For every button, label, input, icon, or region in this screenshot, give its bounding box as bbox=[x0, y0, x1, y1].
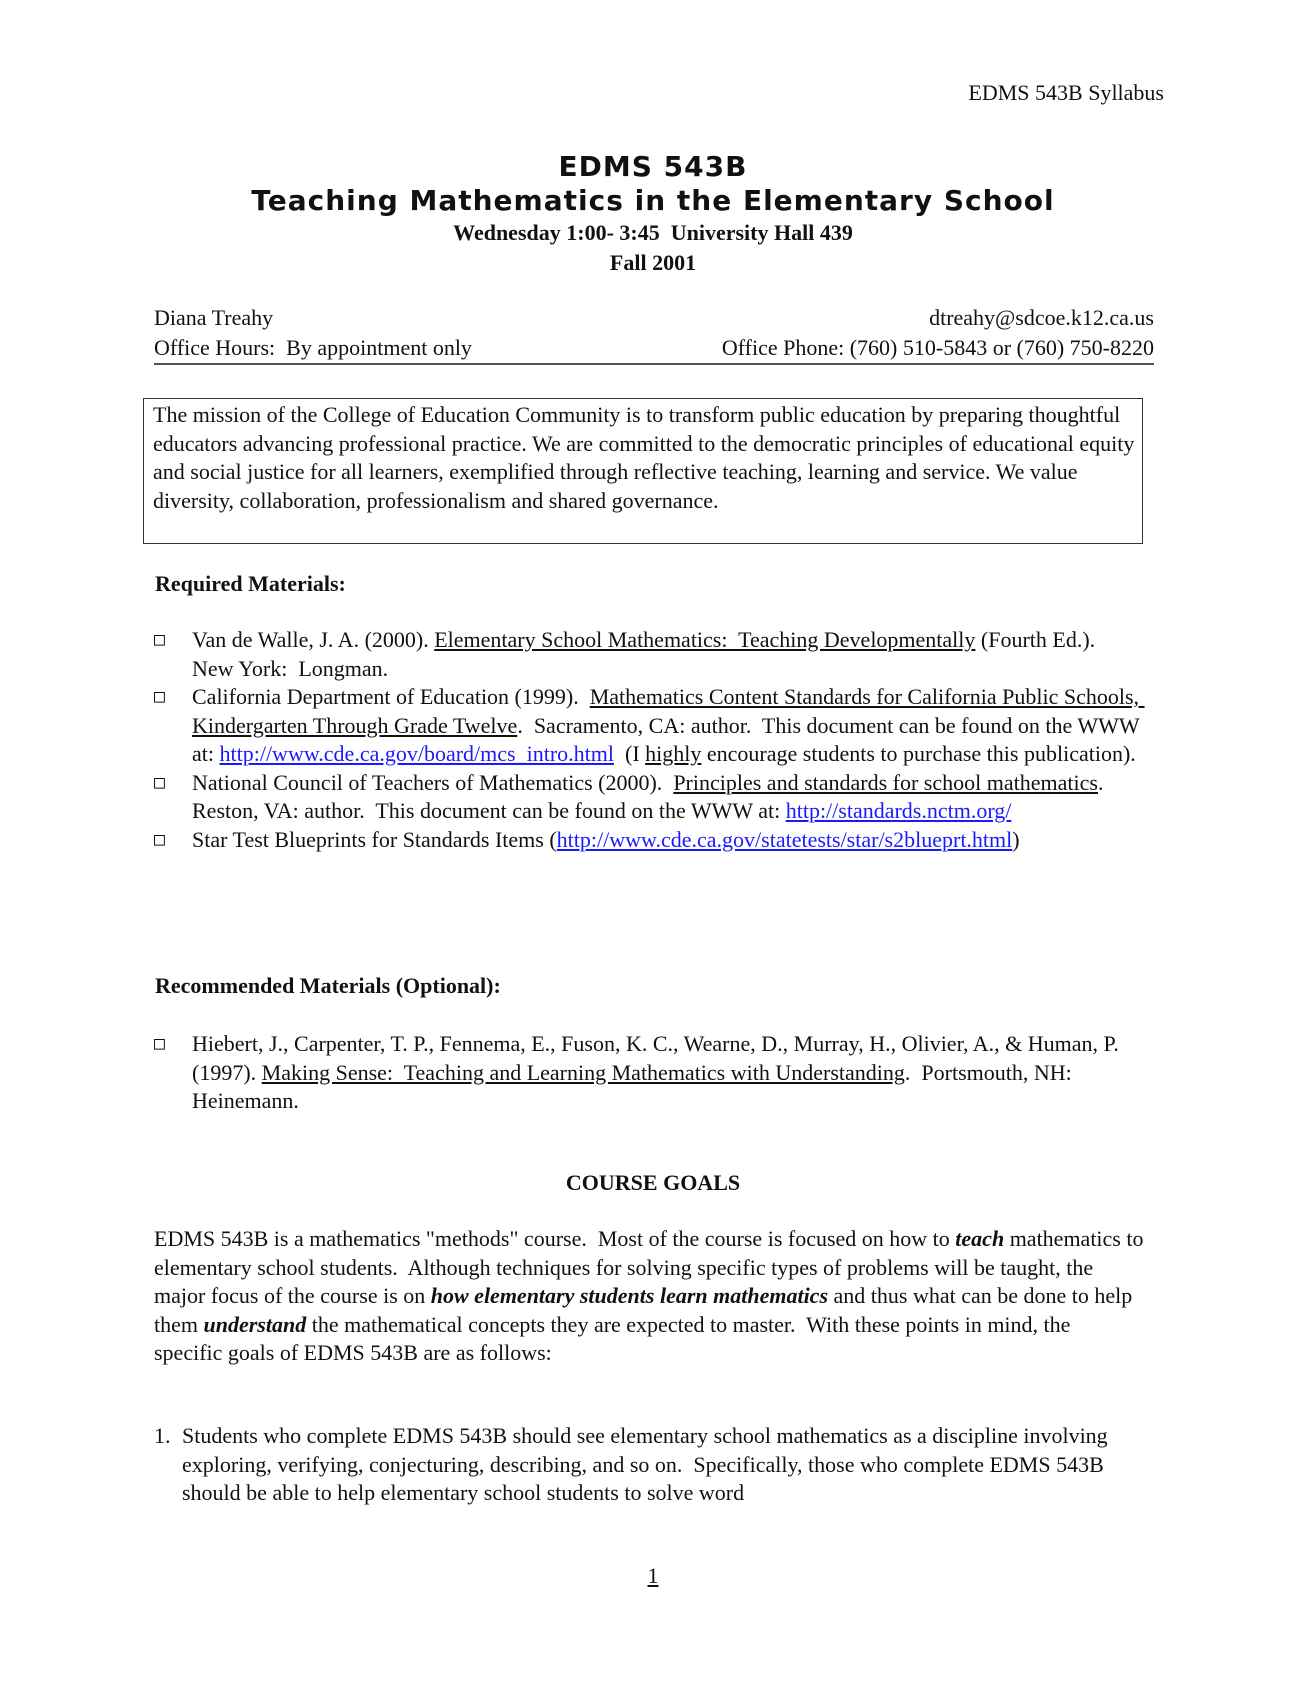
list-item-text: National Council of Teachers of Mathematics (2000). Principles and standards for school mathematics. Reston, VA: author. This document can be found on the WWW at: http://standards.nctm.org/ bbox=[192, 769, 1115, 823]
required-materials-heading: Required Materials: bbox=[155, 571, 346, 596]
course-goals-intro: EDMS 543B is a mathematics "methods" course. Most of the course is focused on how to teach mathematics to elementary school students. Although techniques for solving specific types of problems will be taught, the major focus of the course is on how elementary students learn mathematics and thus what can be done to help them understand the mathematical concepts they are expected to master. With these points in mind, the specific goals of EDMS 543B are as follows: bbox=[154, 1226, 1149, 1365]
emphasis-how-students-learn: how elementary students learn mathematics bbox=[430, 1283, 829, 1308]
goal-item bbox=[154, 1422, 1144, 1508]
cde-standards-link[interactable]: http://www.cde.ca.gov/board/mcs_intro.html bbox=[219, 741, 614, 766]
list-item bbox=[154, 826, 1144, 855]
mission-statement: The mission of the College of Education Community is to transform public education by preparing thoughtful educators advancing professional practice. We are committed to the democratic principles of educational equity and social justice for all learners, exemplified through reflective teaching, learning and service. We value diversity, collaboration, professionalism and shared governance. bbox=[153, 402, 1135, 513]
book-title: Making Sense: Teaching and Learning Mathematics with Understanding bbox=[261, 1059, 905, 1085]
course-goals-heading: COURSE GOALS bbox=[565, 1170, 741, 1195]
page-number: 1 bbox=[647, 1563, 659, 1588]
list-item-text: Hiebert, J., Carpenter, T. P., Fennema, E., Fuson, K. C., Wearne, D., Murray, H., Olivier, A., & Human, P. (1997). Making Sense: Teaching and Learning Mathematics with Understanding. Portsmouth, NH: Heinemann. bbox=[192, 1031, 1125, 1113]
list-item-text: Star Test Blueprints for Standards Items (http://www.cde.ca.gov/statetests/star/s2blueprt.html) bbox=[192, 826, 1020, 852]
instructor-name: Diana Treahy bbox=[154, 305, 274, 330]
office-row bbox=[154, 335, 1154, 361]
course-code: EDMS 543B bbox=[558, 150, 748, 183]
header-divider bbox=[154, 363, 1154, 365]
book-title: Elementary School Mathematics: Teaching Developmentally bbox=[434, 627, 976, 652]
list-item bbox=[154, 1030, 1144, 1116]
goal-number: 1. bbox=[154, 1423, 171, 1448]
list-item-text: Van de Walle, J. A. (2000). Elementary School Mathematics: Teaching Developmentally (Fourth Ed.). New York: Longman. bbox=[192, 627, 1107, 681]
mission-box bbox=[143, 398, 1143, 544]
star-blueprint-link[interactable]: http://www.cde.ca.gov/statetests/star/s2blueprt.html bbox=[556, 826, 1013, 852]
list-item bbox=[154, 769, 1144, 826]
running-header: EDMS 543B Syllabus bbox=[968, 80, 1164, 105]
course-name: Teaching Mathematics in the Elementary School bbox=[251, 184, 1055, 217]
emphasis-highly: highly bbox=[645, 741, 702, 766]
goal-text: Students who complete EDMS 543B should see elementary school mathematics as a discipline involving exploring, verifying, conjecturing, describing, and so on. Specifically, those who complete EDMS 543B should be able to help elementary school students to solve word bbox=[182, 1423, 1114, 1505]
nctm-standards-link[interactable]: http://standards.nctm.org/ bbox=[785, 798, 1012, 823]
list-item-text: California Department of Education (1999). Mathematics Content Standards for California Public Schools, Kindergarten Through Grade Twelve. Sacramento, CA: author. This document can be found on the WWW at: http://www.cde.ca.gov/board/mcs_intro.html (I highly encourage students to purchase this publication). bbox=[192, 684, 1145, 766]
course-term: Fall 2001 bbox=[609, 250, 697, 275]
bullet-icon: □ bbox=[154, 771, 165, 793]
list-item bbox=[154, 626, 1144, 683]
required-materials-list bbox=[154, 626, 1144, 854]
instructor-row bbox=[154, 305, 1154, 331]
emphasis-teach: teach bbox=[955, 1226, 1005, 1251]
bullet-icon: □ bbox=[154, 629, 165, 650]
recommended-materials-list bbox=[154, 1030, 1144, 1116]
title-block bbox=[0, 150, 1306, 278]
list-item bbox=[154, 683, 1144, 769]
course-schedule: Wednesday 1:00- 3:45 University Hall 439 bbox=[453, 220, 853, 245]
emphasis-understand: understand bbox=[203, 1311, 307, 1337]
office-hours: Office Hours: By appointment only bbox=[154, 335, 472, 360]
bullet-icon: □ bbox=[154, 1033, 165, 1054]
office-phone: Office Phone: (760) 510-5843 or (760) 750-8220 bbox=[721, 335, 1154, 360]
instructor-email[interactable]: dtreahy@sdcoe.k12.ca.us bbox=[929, 305, 1154, 330]
recommended-materials-heading: Recommended Materials (Optional): bbox=[155, 973, 501, 998]
book-title: Mathematics Content Standards for California Public Schools, Kindergarten Through Grade Twelve bbox=[192, 684, 1145, 738]
book-title: Principles and standards for school mathematics bbox=[673, 769, 1098, 795]
bullet-icon: □ bbox=[154, 686, 165, 707]
bullet-icon: □ bbox=[154, 828, 165, 850]
